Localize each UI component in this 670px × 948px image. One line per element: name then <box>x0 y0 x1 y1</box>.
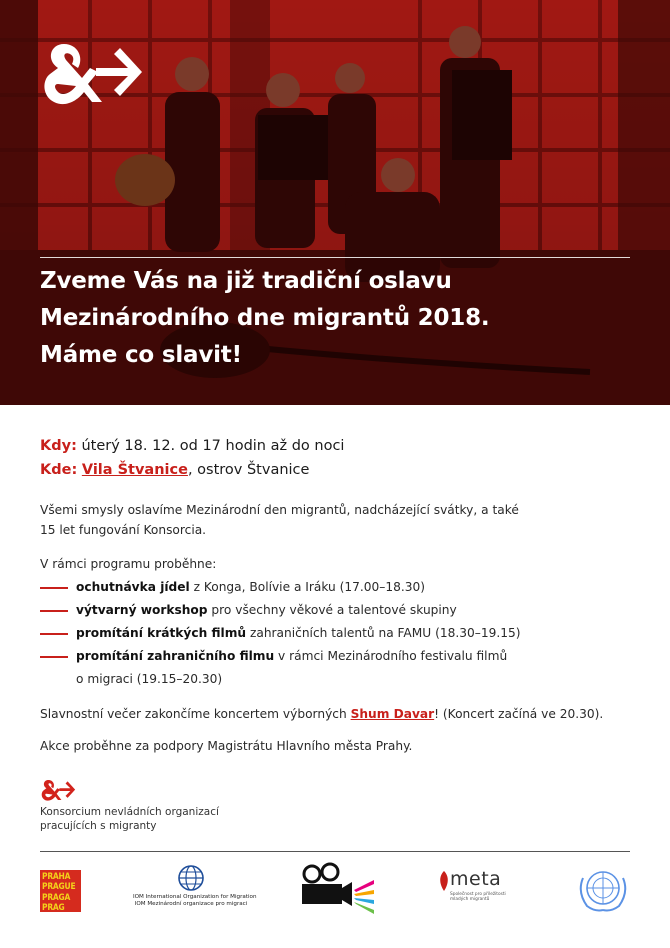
program-item-title: ochutnávka jídel <box>76 580 190 594</box>
program-item-detail: v rámci Mezinárodního festivalu filmů <box>274 649 508 663</box>
closing-after: ! (Koncert začíná ve 20.30). <box>434 707 604 721</box>
program-item-title: výtvarný workshop <box>76 603 208 617</box>
hero-divider <box>40 257 630 258</box>
red-dash-bullet <box>40 633 68 635</box>
program-item-detail: z Konga, Bolívie a Iráku (17.00–18.30) <box>189 580 426 594</box>
un-emblem <box>575 864 631 914</box>
meta-leaf-icon <box>438 871 450 891</box>
organizer-name-line: pracujících s migranty <box>40 820 157 832</box>
headline-line-1: Zveme Vás na již tradiční oslavu <box>40 268 452 294</box>
film-festival-logo <box>298 862 376 916</box>
when-line <box>40 434 640 458</box>
red-dash-bullet <box>40 610 68 612</box>
program-item-detail-cont: o migraci (19.15–20.30) <box>76 672 223 686</box>
hero-banner <box>0 0 670 405</box>
where-line <box>40 458 640 482</box>
organizer-name-line: Konsorcium nevládních organizací <box>40 806 219 818</box>
iom-globe-icon <box>133 864 249 894</box>
iom-line: IOM Mezinárodní organizace pro migraci <box>134 901 248 907</box>
iom-logo <box>133 864 257 914</box>
where-label: Kde: <box>40 462 78 478</box>
ampersand-arrow-logo-red <box>40 778 76 802</box>
praha-line: PRAG <box>42 902 65 913</box>
program-item-title: promítání zahraničního filmu <box>76 649 275 663</box>
list-item <box>40 599 640 622</box>
program-item-detail: zahraničních talentů na FAMU (18.30–19.15) <box>246 626 521 640</box>
iom-line: IOM International Organization for Migration <box>133 894 257 900</box>
meta-subtitle: Společnost pro příležitosti mladých migrantů <box>450 892 506 902</box>
band-link[interactable]: Shum Davar <box>350 707 435 721</box>
intro-paragraph <box>40 500 600 540</box>
closing-before: Slavnostní večer zakončíme koncertem výborných <box>40 707 351 721</box>
organizer-name <box>40 805 219 833</box>
support-note: Akce proběhne za podpory Magistrátu Hlavního města Prahy. <box>40 739 413 753</box>
praha-line: PRAGUE <box>42 881 76 892</box>
headline <box>40 263 630 374</box>
program-list <box>40 576 640 691</box>
headline-line-3: Máme co slavit! <box>40 342 242 368</box>
list-item <box>40 622 640 645</box>
meta-logo <box>438 868 518 914</box>
praha-line: PRAGA <box>42 891 71 902</box>
where-rest: , ostrov Štvanice <box>187 462 310 478</box>
closing-paragraph <box>40 704 660 724</box>
event-details <box>40 434 640 753</box>
program-item-title: promítání krátkých filmů <box>76 626 247 640</box>
red-dash-bullet <box>40 587 68 589</box>
red-dash-bullet <box>40 656 68 658</box>
ampersand-arrow-logo <box>40 38 144 108</box>
program-item-detail: pro všechny věkové a talentové skupiny <box>207 603 457 617</box>
when-text: úterý 18. 12. od 17 hodin až do noci <box>76 438 345 454</box>
venue-link[interactable]: Vila Štvanice <box>81 462 188 478</box>
meta-word: meta <box>450 868 502 890</box>
intro-line: 15 let fungování Konsorcia. <box>40 523 207 537</box>
headline-line-2: Mezinárodního dne migrantů 2018. <box>40 305 490 331</box>
intro-line: Všemi smysly oslavíme Mezinárodní den migrantů, nadcházející svátky, a také <box>40 503 519 517</box>
when-label: Kdy: <box>40 438 77 454</box>
list-item <box>40 576 640 599</box>
program-intro: V rámci programu proběhne: <box>40 557 217 571</box>
praha-line: PRAHA <box>42 871 71 881</box>
footer-divider <box>40 851 630 852</box>
praha-logo <box>40 870 81 912</box>
list-item <box>40 645 640 691</box>
